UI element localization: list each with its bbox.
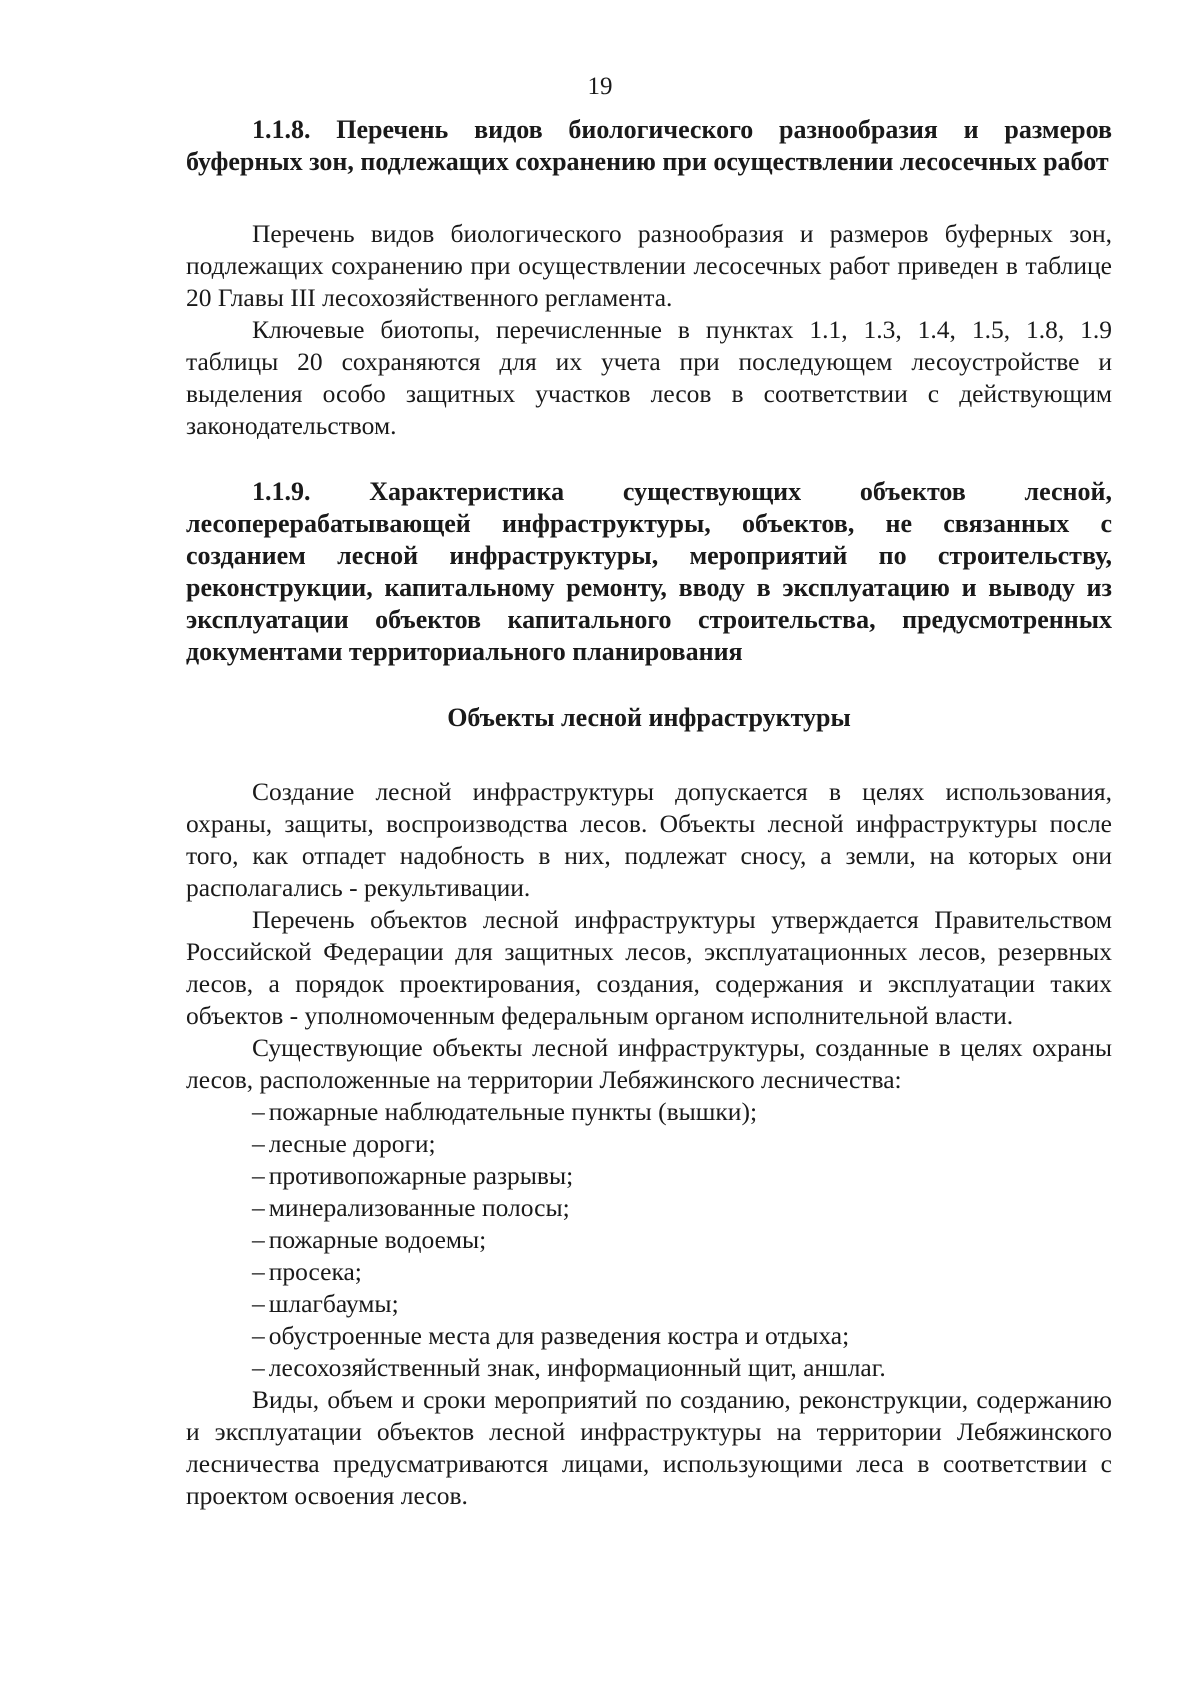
section-title-text: 1.1.9. Характеристика существующих объектов лесной, лесоперерабатывающей инфраструктуры, объектов, не связанных с созданием лесной инфраструктуры, мероприятий по строительству, реконструкции, капитальному ремонту, вводу в эксплуатацию и выводу из эксплуатации объектов капитального строительства, предусмотренных документами территориального планирования [186, 477, 1112, 666]
list-item: – минерализованные полосы; [252, 1193, 570, 1222]
document-body [186, 114, 1112, 1512]
section-title-1-1-8 [186, 114, 1112, 178]
page-number: 19 [587, 73, 613, 100]
list-item: – пожарные водоемы; [252, 1225, 487, 1254]
paragraph: Существующие объекты лесной инфраструктуры, созданные в целях охраны лесов, расположенные на территории Лебяжинского лесничества: [186, 1033, 1112, 1094]
list-item: – лесохозяйственный знак, информационный щит, аншлаг. [252, 1353, 886, 1382]
list-item: – лесные дороги; [252, 1129, 436, 1158]
list-item: – обустроенные места для разведения костра и отдыха; [252, 1321, 850, 1350]
infrastructure-list [186, 1096, 1112, 1384]
paragraph: Перечень объектов лесной инфраструктуры утверждается Правительством Российской Федерации для защитных лесов, эксплуатационных лесов, резервных лесов, а порядок проектирования, создания, содержания и эксплуатации таких объектов - уполномоченным федеральным органом исполнительной власти. [186, 905, 1112, 1030]
paragraph: Виды, объем и сроки мероприятий по созданию, реконструкции, содержанию и эксплуатации объектов лесной инфраструктуры на территории Лебяжинского лесничества предусматриваются лицами, использующими леса в соответствии с проектом освоения лесов. [186, 1385, 1112, 1510]
paragraph: Создание лесной инфраструктуры допускается в целях использования, охраны, защиты, воспроизводства лесов. Объекты лесной инфраструктуры после того, как отпадет надобность в них, подлежат сносу, а земли, на которых они располагались - рекультивации. [186, 777, 1112, 902]
subheading: Объекты лесной инфраструктуры [447, 703, 851, 732]
paragraph: Ключевые биотопы, перечисленные в пунктах 1.1, 1.3, 1.4, 1.5, 1.8, 1.9 таблицы 20 сохраняются для их учета при последующем лесоустройстве и выделения особо защитных участков лесов в соответствии с действующим законодательством. [186, 315, 1112, 440]
list-item: – шлагбаумы; [252, 1289, 399, 1318]
list-item: – противопожарные разрывы; [252, 1161, 574, 1190]
list-item: – пожарные наблюдательные пункты (вышки); [252, 1097, 758, 1126]
section-title-1-1-9 [186, 476, 1112, 668]
section-title-text: 1.1.8. Перечень видов биологического разнообразия и размеров буферных зон, подлежащих сохранению при осуществлении лесосечных работ [186, 115, 1112, 176]
list-item: – просека; [252, 1257, 362, 1286]
paragraph: Перечень видов биологического разнообразия и размеров буферных зон, подлежащих сохранению при осуществлении лесосечных работ приведен в таблице 20 Главы III лесохозяйственного регламента. [186, 219, 1112, 312]
